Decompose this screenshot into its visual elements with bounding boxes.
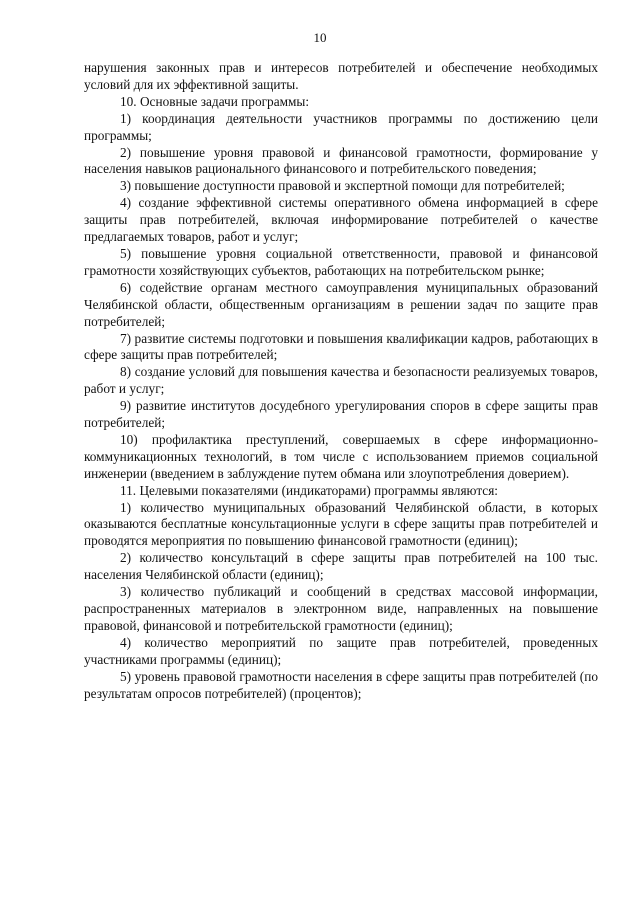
- paragraph: 3) количество публикаций и сообщений в средствах массовой информации, распространенных материалов в электронном виде, направленных на повышение правовой, финансовой и потребительской грамотности (единиц);: [84, 584, 598, 633]
- page-number: 10: [313, 30, 327, 45]
- paragraph: 6) содействие органам местного самоуправления муниципальных образований Челябинской области, общественным организациям в решении задач по защите прав потребителей;: [84, 279, 598, 329]
- paragraph: 1) координация деятельности участников программы по достижению цели программы;: [84, 110, 598, 143]
- paragraph: 2) повышение уровня правовой и финансовой грамотности, формирование у населения навыков рационального финансового и потребительского поведения;: [84, 144, 598, 177]
- paragraph: 4) количество мероприятий по защите прав потребителей, проведенных участниками программы (единиц);: [84, 634, 598, 667]
- paragraph: 11. Целевыми показателями (индикаторами) программы являются:: [120, 482, 499, 498]
- paragraph: 9) развитие институтов досудебного урегулирования споров в сфере защиты прав потребителей;: [84, 398, 598, 431]
- paragraph: 2) количество консультаций в сфере защиты прав потребителей на 100 тыс. населения Челябинской области (единиц);: [84, 550, 598, 583]
- document-body: [84, 60, 598, 702]
- paragraph: нарушения законных прав и интересов потребителей и обеспечение необходимых условий для их эффективной защиты.: [84, 60, 598, 92]
- paragraph: 10. Основные задачи программы:: [120, 93, 310, 109]
- paragraph: 10) профилактика преступлений, совершаемых в сфере информационно-коммуникационных технологий, в том числе с использованием приемов социальной инженерии (введением в заблуждение путем обмана или злоупотребления доверием).: [84, 431, 598, 481]
- paragraph: 8) создание условий для повышения качества и безопасности реализуемых товаров, работ и услуг;: [84, 364, 598, 397]
- paragraph: 4) создание эффективной системы оперативного обмена информацией в сфере защиты прав потребителей, включая информирование потребителей о качестве предлагаемых товаров, работ и услуг;: [84, 195, 598, 245]
- paragraph: 5) повышение уровня социальной ответственности, правовой и финансовой грамотности хозяйствующих субъектов, работающих на потребительском рынке;: [84, 245, 598, 278]
- paragraph: 1) количество муниципальных образований Челябинской области, в которых оказываются бесплатные консультационные услуги в сфере защиты прав потребителей и проводятся мероприятия по повышению финансовой грамотности (единиц);: [84, 499, 598, 549]
- paragraph: 7) развитие системы подготовки и повышения квалификации кадров, работающих в сфере защиты прав потребителей;: [84, 330, 598, 363]
- paragraph: 5) уровень правовой грамотности населения в сфере защиты прав потребителей (по результатам опросов потребителей) (процентов);: [84, 668, 598, 701]
- paragraph: 3) повышение доступности правовой и экспертной помощи для потребителей;: [120, 178, 565, 194]
